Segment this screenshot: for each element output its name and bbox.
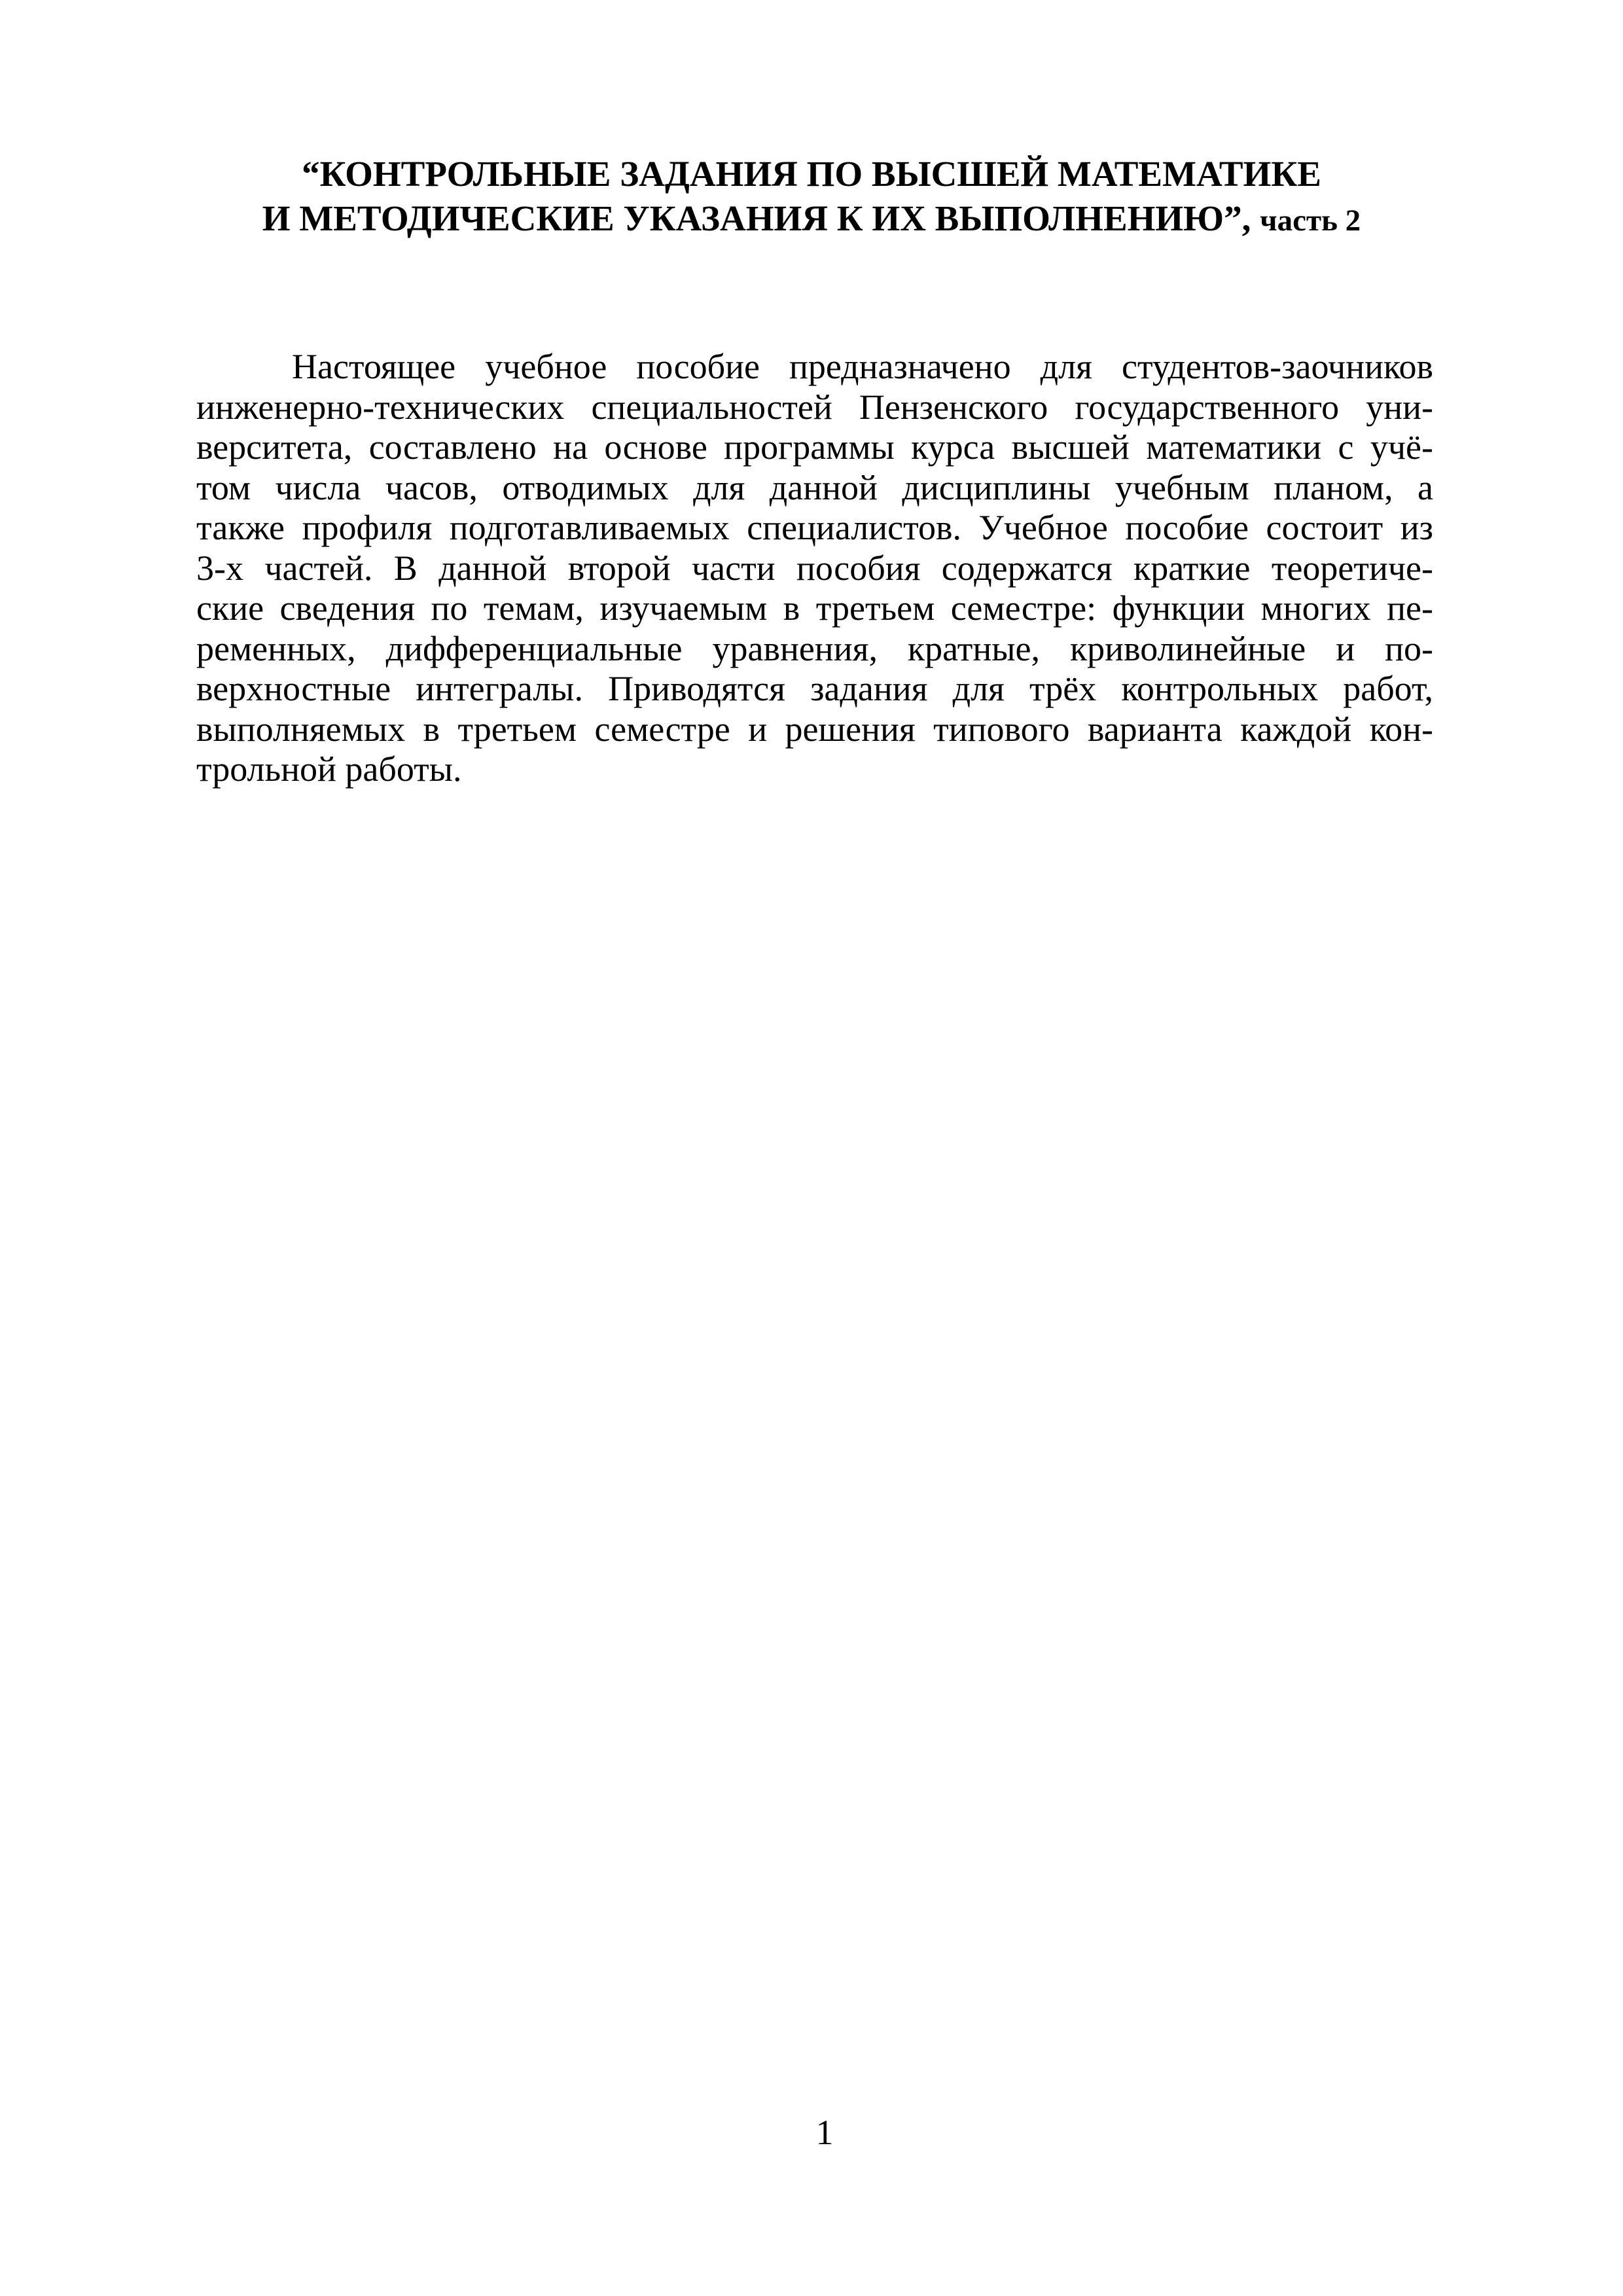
document-title — [196, 152, 1427, 243]
paragraph-line: ременных, дифференциальные уравнения, кратные, криволинейные и по- — [196, 628, 1433, 668]
title-line-2 — [196, 196, 1427, 243]
annotation-paragraph — [196, 347, 1433, 790]
paragraph-line: 3-х частей. В данной второй части пособия содержатся краткие теоретиче- — [196, 548, 1433, 588]
paragraph-line: ские сведения по темам, изучаемым в третьем семестре: функции многих пе- — [196, 588, 1433, 628]
title-part-label: часть 2 — [1260, 204, 1361, 238]
paragraph-line: Настоящее учебное пособие предназначено для студентов-заочников — [292, 347, 1433, 386]
paragraph-line: выполняемых в третьем семестре и решения типового варианта каждой кон- — [196, 709, 1433, 749]
paragraph-line: верситета, составлено на основе программы курса высшей математики с учё- — [196, 427, 1433, 467]
title-line-1: “КОНТРОЛЬНЫЕ ЗАДАНИЯ ПО ВЫСШЕЙ МАТЕМАТИКЕ — [302, 154, 1321, 194]
paragraph-line: инженерно-технических специальностей Пензенского государственного уни- — [196, 387, 1433, 427]
paragraph-line: том числа часов, отводимых для данной дисциплины учебным планом, а — [196, 467, 1433, 507]
title-line-2-text: И МЕТОДИЧЕСКИЕ УКАЗАНИЯ К ИХ ВЫПОЛНЕНИЮ”, — [262, 198, 1251, 238]
paragraph-line: также профиля подготавливаемых специалистов. Учебное пособие состоит из — [196, 508, 1433, 547]
paragraph-line: верхностные интегралы. Приводятся задания для трёх контрольных работ, — [196, 669, 1433, 708]
page-number: 1 — [815, 2113, 834, 2152]
paragraph-line: трольной работы. — [196, 749, 462, 789]
